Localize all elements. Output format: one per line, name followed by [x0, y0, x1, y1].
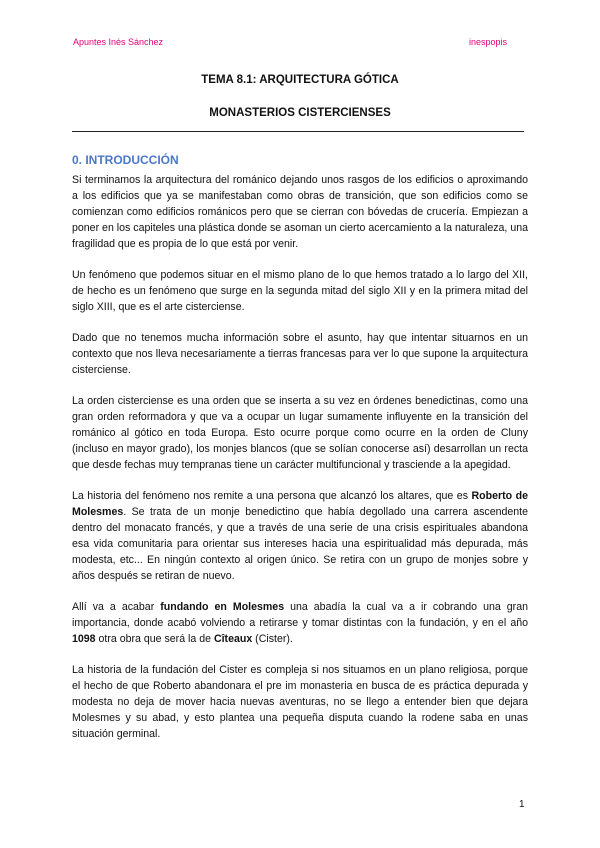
paragraph	[72, 330, 528, 378]
text-run: . Se trata de un monje benedictino que había degollado una carrera ascendente dentro del monacato francés, y que a través de una serie de una crisis espirituales abandona esa vida comunitaria para orientar sus intereses hacia una espiritualidad más depurada, más modesta, etc... En ningún contexto al origen único. Se retira con un grupo de monjes sobre y años después se retiran de nuevo.	[72, 506, 528, 582]
bold-text: Roberto de Molesmes	[72, 490, 528, 518]
text-run: La historia de la fundación del Cister es compleja si nos situamos en un plano religiosa, porque el hecho de que Roberto abandonara el pre im monasteria en busca de es práctica depurada y modesta no deja de mover hacia nuevas aventuras, no se llego a entender bien que dejara Molesmes y su abad, y esto plantea una pequeña disputa cuando la rodene saba en unas situación germinal.	[72, 664, 528, 740]
text-run: Dado que no tenemos mucha información sobre el asunto, hay que intentar situarnos en un contexto que nos lleva necesariamente a tierras francesas para ver lo que supone la arquitectura cisterciense.	[72, 332, 528, 376]
paragraph	[72, 662, 528, 742]
body-text	[72, 172, 528, 757]
title-divider	[72, 131, 524, 132]
text-run: La orden cisterciense es una orden que se inserta a su vez en órdenes benedictinas, como una gran orden reformadora y que va a ocupar un lugar sumamente influyente en la transición del románico al gótico en toda Europa. Esto ocurre porque como ocurre en la orden de Cluny (incluso en mayor grado), los monjes blancos (que se solían conocerse así) desarrollan un recta que desde fechas muy tempranas tiene un carácter multifuncional y trasciende a la apegidad.	[72, 395, 528, 471]
section-heading: 0. INTRODUCCIÓN	[72, 153, 179, 167]
paragraph	[72, 488, 528, 584]
text-run: La historia del fenómeno nos remite a una persona que alcanzó los altares, que es	[72, 490, 472, 502]
text-run: Un fenómeno que podemos situar en el mismo plano de lo que hemos tratado a lo largo del XII, de hecho es un fenómeno que surge en la segunda mitad del siglo XII y en la primera mitad del siglo XIII, que es el arte cisterciense.	[72, 269, 528, 313]
paragraph	[72, 172, 528, 252]
header-author: Apuntes Inés Sánchez	[73, 37, 164, 47]
paragraph	[72, 599, 528, 647]
paragraph	[72, 267, 528, 315]
bold-text: 1098	[72, 633, 96, 645]
text-run: Allí va a acabar	[72, 601, 161, 613]
bold-text: Cîteaux	[213, 633, 253, 645]
text-run: (Cister).	[252, 633, 293, 645]
bold-text: fundando en Molesmes	[160, 601, 285, 613]
page-number: 1	[519, 799, 525, 810]
document-title: TEMA 8.1: ARQUITECTURA GÓTICA	[201, 74, 399, 86]
header-username: inespopis	[469, 37, 508, 47]
document-subtitle: MONASTERIOS CISTERCIENSES	[209, 107, 391, 119]
text-run: otra obra que será la de	[95, 633, 214, 645]
paragraph	[72, 393, 528, 473]
text-run: una abadía la cual va a ir cobrando una gran importancia, donde acabó volviendo a retirarse y tomar distintas con la fundación, y en el año	[72, 601, 528, 629]
text-run: Si terminamos la arquitectura del románico dejando unos rasgos de los edificios o aproximando a los edificios que ya se manifestaban como obras de transición, que son edificios como se comienzan como edificios románicos pero que se cierran con bóvedas de crucería. Empiezan a poner en los capiteles una plástica donde se asoman un cierto acercamiento a la naturaleza, una fragilidad que es propia de lo que está por venir.	[72, 174, 528, 250]
